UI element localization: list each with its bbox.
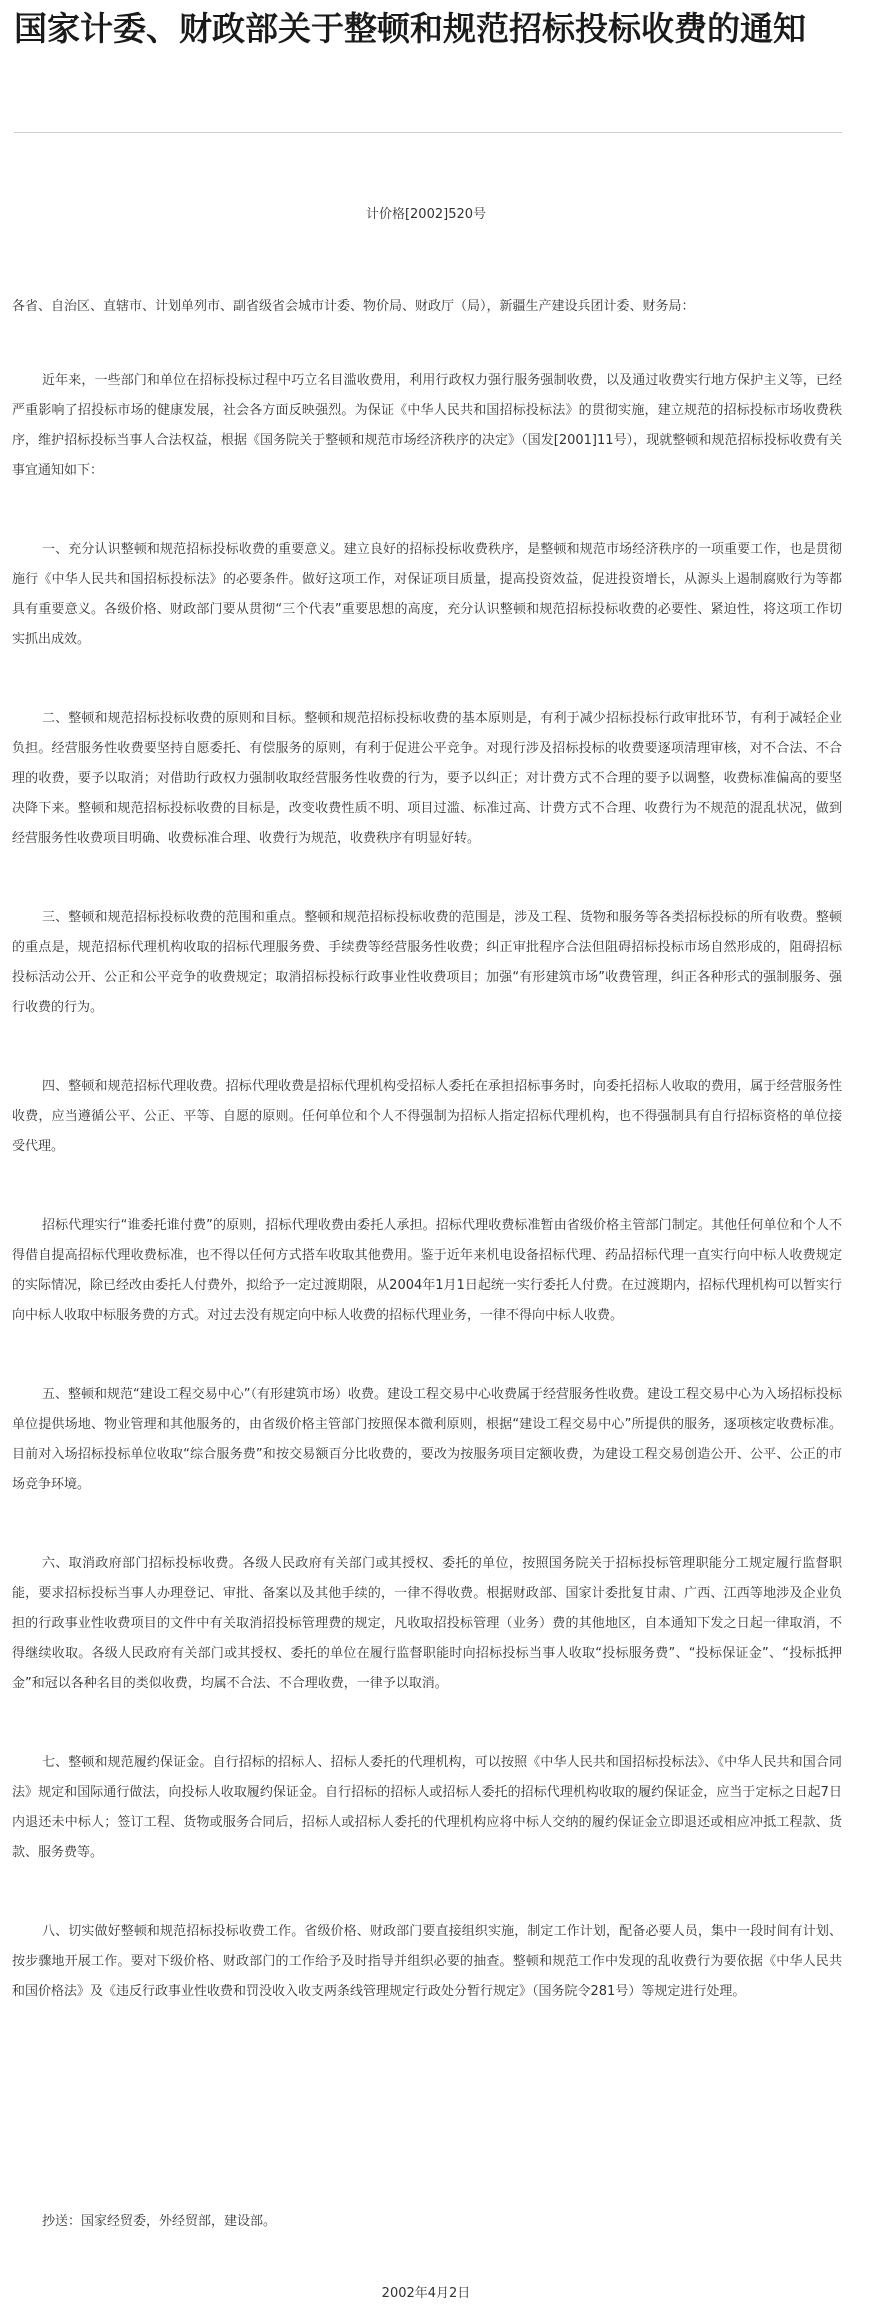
paragraph-section-6: 六、取消政府部门招标投标收费。各级人民政府有关部门或其授权、委托的单位，按照国务院关于招标投标管理职能分工规定履行监督职能，要求招标投标当事人办理登记、审批、备案以及其他手续的，一律不得收费。根据财政部、国家计委批复甘肃、广西、江西等地涉及企业负担的行政事业性收费项目的文件中有关取消招投标管理费的规定，凡收取招投标管理（业务）费的其他地区，自本通知下发之日起一律取消，不得继续收取。各级人民政府有关部门或其授权、委托的单位在履行监督职能时向招标投标当事人收取“投标服务费”、“投标保证金”、“投标抵押金”和冠以各种名目的类似收费，均属不合法、不合理收费，一律予以取消。: [12, 1556, 842, 1691]
cc-line: 抄送：国家经贸委，外经贸部，建设部。: [42, 2214, 277, 2229]
document-date: 2002年4月2日: [381, 2286, 471, 2301]
page-title: 国家计委、财政部关于整顿和规范招标投标收费的通知: [14, 9, 806, 48]
paragraph-section-8: 八、切实做好整顿和规范招标投标收费工作。省级价格、财政部门要直接组织实施，制定工作计划，配备必要人员，集中一段时间有计划、按步骤地开展工作。要对下级价格、财政部门的工作给予及时指导并组织必要的抽查。整顿和规范工作中发现的乱收费行为要依据《中华人民共和国价格法》及《违反行政事业性收费和罚没收入收支两条线管理规定行政处分暂行规定》（国务院令281号）等规定进行处理。: [12, 1924, 842, 1999]
paragraph-section-3: 三、整顿和规范招标投标收费的范围和重点。整顿和规范招标投标收费的范围是，涉及工程、货物和服务等各类招标投标的所有收费。整顿的重点是，规范招标代理机构收取的招标代理服务费、手续费等经营服务性收费；纠正审批程序合法但阻碍招标投标市场自然形成的，阻碍招标投标活动公开、公正和公平竞争的收费规定；取消招标投标行政事业性收费项目；加强“有形建筑市场”收费管理，纠正各种形式的强制服务、强行收费的行为。: [12, 910, 842, 1015]
title-divider: [14, 132, 842, 133]
paragraph-section-4: 四、整顿和规范招标代理收费。招标代理收费是招标代理机构受招标人委托在承担招标事务时，向委托招标人收取的费用，属于经营服务性收费，应当遵循公平、公正、平等、自愿的原则。任何单位和个人不得强制为招标人指定招标代理机构，也不得强制具有自行招标资格的单位接受代理。: [12, 1079, 842, 1154]
document-number: 计价格[2002]520号: [365, 207, 487, 222]
paragraph-intro: 近年来，一些部门和单位在招标投标过程中巧立名目滥收费用，利用行政权力强行服务强制收费，以及通过收费实行地方保护主义等，已经严重影响了招投标市场的健康发展，社会各方面反映强烈。为保证《中华人民共和国招标投标法》的贯彻实施，建立规范的招标投标市场收费秩序，维护招标投标当事人合法权益，根据《国务院关于整顿和规范市场经济秩序的决定》（国发[2001]11号），现就整顿和规范招标投标收费有关事宜通知如下：: [12, 373, 842, 478]
paragraph-section-2: 二、整顿和规范招标投标收费的原则和目标。整顿和规范招标投标收费的基本原则是，有利于减少招标投标行政审批环节，有利于减轻企业负担。经营服务性收费要坚持自愿委托、有偿服务的原则，有利于促进公平竞争。对现行涉及招标投标的收费要逐项清理审核，对不合法、不合理的收费，要予以取消；对借助行政权力强制收取经营服务性收费的行为，要予以纠正；对计费方式不合理的要予以调整，收费标准偏高的要坚决降下来。整顿和规范招标投标收费的目标是，改变收费性质不明、项目过滥、标准过高、计费方式不合理、收费行为不规范的混乱状况，做到经营服务性收费项目明确、收费标准合理、收费行为规范，收费秩序有明显好转。: [12, 711, 842, 846]
paragraph-section-7: 七、整顿和规范履约保证金。自行招标的招标人、招标人委托的代理机构，可以按照《中华人民共和国招标投标法》、《中华人民共和国合同法》规定和国际通行做法，向投标人收取履约保证金。自行招标的招标人或招标人委托的招标代理机构收取的履约保证金，应当于定标之日起7日内退还未中标人；签订工程、货物或服务合同后，招标人或招标人委托的代理机构应将中标人交纳的履约保证金立即退还或相应冲抵工程款、货款、服务费等。: [12, 1755, 842, 1860]
paragraph-section-4-cont: 招标代理实行“谁委托谁付费”的原则，招标代理收费由委托人承担。招标代理收费标准暂由省级价格主管部门制定。其他任何单位和个人不得借自提高招标代理收费标准，也不得以任何方式搭车收取其他费用。鉴于近年来机电设备招标代理、药品招标代理一直实行向中标人收费规定的实际情况，除已经改由委托人付费外，拟给予一定过渡期限，从2004年1月1日起统一实行委托人付费。在过渡期内，招标代理机构可以暂实行向中标人收取中标服务费的方式。对过去没有规定向中标人收费的招标代理业务，一律不得向中标人收费。: [12, 1218, 842, 1323]
salutation: 各省、自治区、直辖市、计划单列市、副省级省会城市计委、物价局、财政厅（局），新疆生产建设兵团计委、财务局：: [12, 299, 695, 314]
paragraph-section-5: 五、整顿和规范“建设工程交易中心”（有形建筑市场）收费。建设工程交易中心收费属于经营服务性收费。建设工程交易中心为入场招标投标单位提供场地、物业管理和其他服务的，由省级价格主管部门按照保本微利原则，根据“建设工程交易中心”所提供的服务，逐项核定收费标准。目前对入场招标投标单位收取“综合服务费”和按交易额百分比收费的，要改为按服务项目定额收费，为建设工程交易创造公开、公平、公正的市场竞争环境。: [12, 1387, 842, 1492]
paragraph-section-1: 一、充分认识整顿和规范招标投标收费的重要意义。建立良好的招标投标收费秩序，是整顿和规范市场经济秩序的一项重要工作，也是贯彻施行《中华人民共和国招标投标法》的必要条件。做好这项工作，对保证项目质量，提高投资效益，促进投资增长，从源头上遏制腐败行为等都具有重要意义。各级价格、财政部门要从贯彻“三个代表”重要思想的高度，充分认识整顿和规范招标投标收费的必要性、紧迫性，将这项工作切实抓出成效。: [12, 542, 842, 647]
document-body: [12, 292, 842, 2056]
